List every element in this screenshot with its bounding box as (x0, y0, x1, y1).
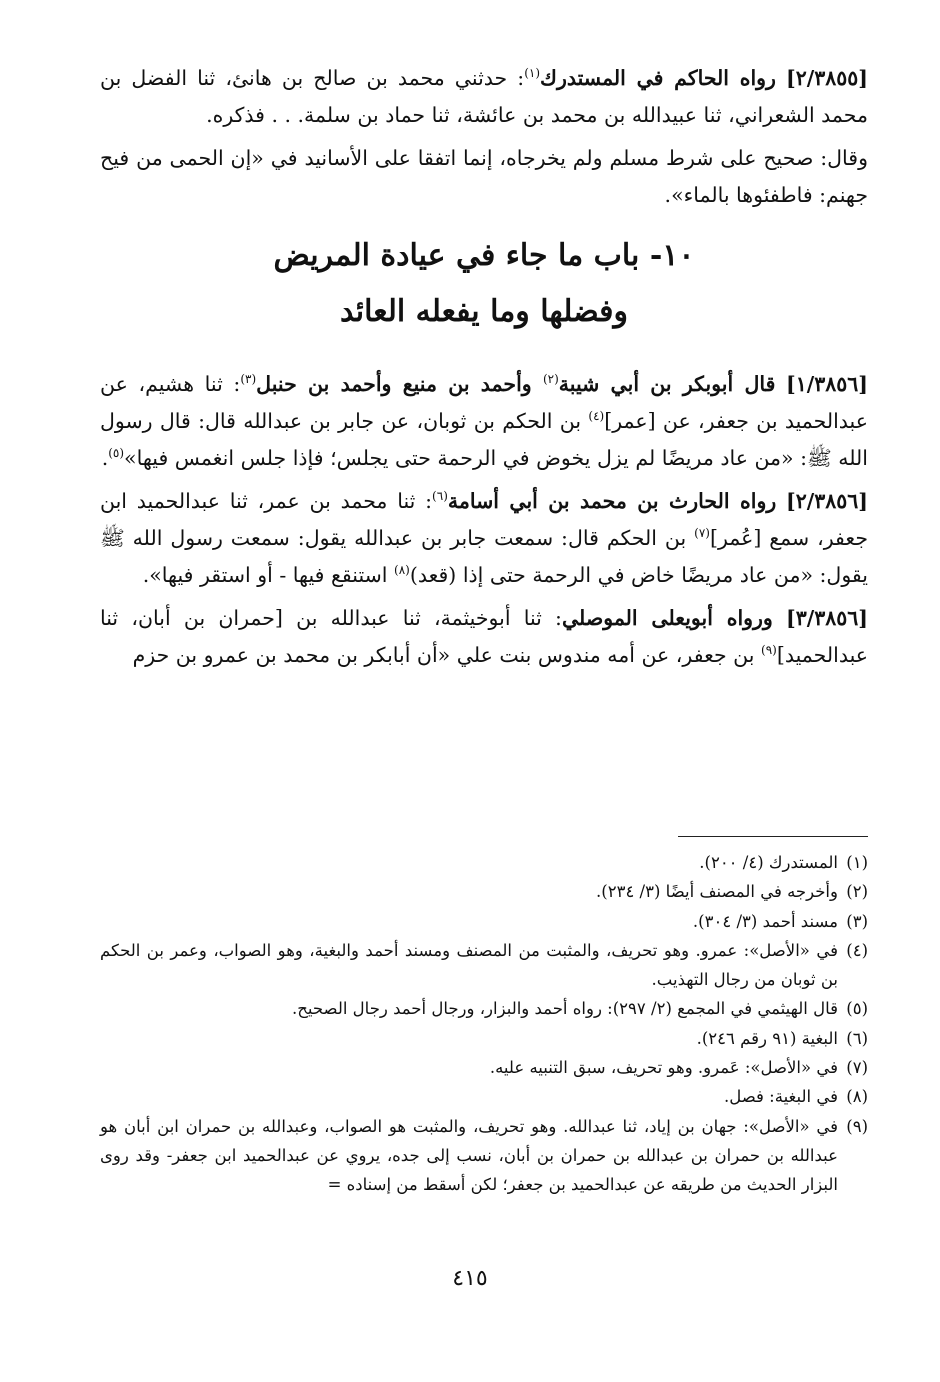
footnote-marker[interactable]: (٨) (394, 563, 410, 578)
footnote-text: في «الأصل»: عَمرو. وهو تحريف، سبق التنبيه عليه. (489, 1058, 838, 1078)
chapter-title-line2: وفضلها وما يفعله العائد (340, 294, 628, 329)
footnote-number: (٥) (846, 999, 868, 1019)
hadith-source: ورواه أبويعلى الموصلي (561, 606, 773, 630)
footnote-marker[interactable]: (٧) (694, 526, 710, 541)
footnote-item (100, 1112, 868, 1200)
footnote-number: (٤) (846, 940, 868, 960)
hadith-text: : ثنا هشيم، عن عبدالحميد بن جعفر، عن [عمر] (100, 372, 868, 433)
footnote-text: في «الأصل»: جهان بن إياد، ثنا عبدالله. وهو تحريف، والمثبت هو الصواب، وعبدالله بن حمران ابن أبان هو عبدالله بن حمران بن عبدالله بن حمران بن أبان، نسب إلى جده، يروي عن عبدالحميد ابن جعفر- وقد روى البزار الحديث من طريقه عن عبدالحميد بن جعفر؛ لكن أسقط من إسناده = (100, 1116, 839, 1195)
hadith-source: رواه الحارث بن محمد بن أبي أسامة (447, 489, 777, 513)
hadith-text: : حدثني محمد بن صالح بن هانئ، ثنا الفضل بن محمد الشعراني، ثنا عبيدالله بن محمد بن عائشة، ثنا حماد بن سلمة. . . فذكره. (100, 66, 868, 127)
footnote-marker[interactable]: (٥) (108, 446, 125, 461)
footnote-marker[interactable]: (٣) (240, 372, 257, 387)
footnote-separator (678, 836, 868, 837)
footnote-item (100, 848, 868, 877)
footnote-number: (٢) (846, 882, 868, 902)
footnote-item (100, 1082, 868, 1111)
hadith-text: : ثنا أبوخيثمة، ثنا عبدالله بن [حمران بن أبان، ثنا عبدالحميد] (100, 606, 868, 667)
intro-comment: وقال: صحيح على شرط مسلم ولم يخرجاه، إنما اتفقا على الأسانيد في «إن الحمى من فيح جهنم: فاطفئوها بالماء». (100, 146, 868, 207)
page-body (100, 60, 868, 680)
footnote-text: وأخرجه في المصنف أيضًا (٣/ ٢٣٤). (596, 882, 838, 902)
footnote-text: قال الهيثمي في المجمع (٢/ ٢٩٧): رواه أحمد والبزار، ورجال أحمد رجال الصحيح. (291, 999, 838, 1019)
footnote-number: (٨) (846, 1087, 868, 1107)
hadith-text: استنقع فيها - أو استقر فيها». (142, 563, 395, 587)
hadith-ref: [٣/٣٨٥٦] (786, 606, 868, 630)
footnote-number: (٣) (846, 911, 868, 931)
hadith-paragraph-2 (100, 483, 868, 594)
footnote-marker[interactable]: (٩) (761, 643, 777, 658)
footnote-item (100, 1053, 868, 1082)
footnote-marker[interactable]: (٦) (432, 489, 448, 504)
hadith-text: بن الحكم بن ثوبان، عن جابر بن عبدالله قال: قال رسول الله ﷺ: «من عاد مريضًا لم يزل يخوض في الرحمة حتى يجلس؛ فإذا جلس انغمس فيها» (100, 409, 868, 470)
hadith-ref: [١/٣٨٥٦] (786, 372, 868, 396)
footnote-number: (٧) (846, 1058, 868, 1078)
hadith-source: قال أبوبكر بن أبي شيبة (558, 372, 776, 396)
hadith-paragraph-1 (100, 366, 868, 477)
footnote-item (100, 907, 868, 936)
intro-paragraph (100, 60, 868, 134)
footnote-number: (١) (846, 853, 868, 872)
hadith-text: بن جعفر، عن أمه مندوس بنت علي «أن أبابكر بن محمد بن عمرو بن حزم (132, 643, 762, 667)
footnote-item (100, 1024, 868, 1053)
footnote-number: (٩) (846, 1116, 868, 1136)
hadith-text: بن الحكم قال: سمعت جابر بن عبدالله يقول: سمعت رسول الله ﷺ يقول: «من عاد مريضًا خاض في الرحمة حتى إذا (قعد) (100, 526, 868, 587)
footnote-text: مسند أحمد (٣/ ٣٠٤). (692, 911, 838, 931)
footnote-marker[interactable]: (٤) (588, 409, 605, 424)
footnote-item (100, 877, 868, 906)
hadith-source: رواه الحاكم في المستدرك (540, 66, 776, 90)
footnote-item (100, 936, 868, 995)
footnote-number: (٦) (846, 1028, 868, 1048)
footnotes (100, 848, 868, 1200)
footnote-text: في البغية: فصل. (723, 1087, 838, 1107)
chapter-heading (100, 228, 868, 340)
footnote-text: البغية (٩١ رقم ٢٤٦). (696, 1028, 838, 1048)
hadith-text: . (101, 446, 109, 470)
footnote-text: المستدرك (٤/ ٢٠٠). (699, 853, 838, 872)
footnote-text: في «الأصل»: عمرو. وهو تحريف، والمثبت من المصنف ومسند أحمد والبغية، وهو الصواب، وعمر بن الحكم بن ثوبان من رجال التهذيب. (100, 940, 838, 990)
page-number: ٤١٥ (452, 1266, 488, 1291)
hadith-ref: [٢/٣٨٥٦] (786, 489, 868, 513)
hadith-paragraph-3 (100, 600, 868, 674)
chapter-title-line1: ١٠- باب ما جاء في عيادة المريض (273, 238, 695, 273)
hadith-ref: [٢/٣٨٥٥] (786, 66, 868, 90)
hadith-source: وأحمد بن منيع وأحمد بن حنبل (256, 372, 543, 396)
hadith-text: : ثنا محمد بن عمر، ثنا عبدالحميد ابن جعفر، سمع [عُمر] (100, 489, 868, 550)
footnote-item (100, 994, 868, 1023)
footnote-marker[interactable]: (١) (524, 66, 541, 81)
footnote-marker[interactable]: (٢) (542, 372, 559, 387)
